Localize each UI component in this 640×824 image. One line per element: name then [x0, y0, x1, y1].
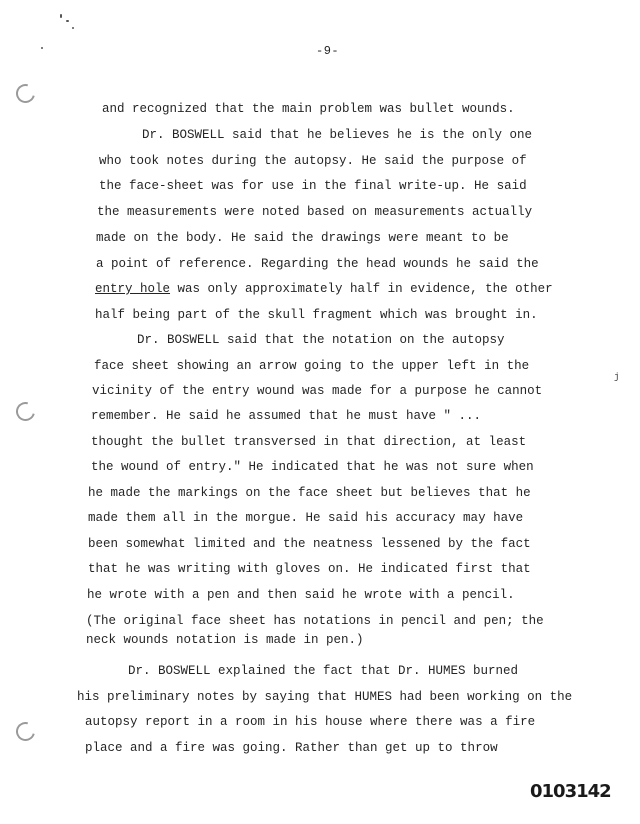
text-line: [95, 281, 553, 297]
text-line: face sheet showing an arrow going to the upper left in the: [94, 359, 530, 373]
scan-speck: [72, 27, 74, 29]
text-line: the wound of entry." He indicated that he was not sure when: [91, 460, 534, 474]
text-line: the face-sheet was for use in the final write-up. He said: [99, 179, 527, 193]
text-line: thought the bullet transversed in that direction, at least: [91, 435, 527, 449]
scan-speck: [66, 20, 69, 22]
text-line: who took notes during the autopsy. He said the purpose of: [99, 154, 527, 168]
margin-mark: j: [614, 372, 620, 382]
text-line: made on the body. He said the drawings were meant to be: [96, 231, 509, 245]
text-line: vicinity of the entry wound was made for a purpose he cannot: [92, 384, 543, 398]
text-line: autopsy report in a room in his house where there was a fire: [85, 715, 536, 729]
text-line: place and a fire was going. Rather than get up to throw: [85, 741, 498, 755]
scan-speck: [60, 14, 62, 18]
text-line: and recognized that the main problem was bullet wounds.: [102, 102, 515, 116]
text-line: remember. He said he assumed that he must have " ...: [91, 409, 482, 423]
text-line: that he was writing with gloves on. He indicated first that: [88, 562, 531, 576]
text-line: a point of reference. Regarding the head wounds he said the: [96, 257, 539, 271]
text-line: neck wounds notation is made in pen.): [86, 633, 364, 647]
text-line: the measurements were noted based on measurements actually: [97, 205, 533, 219]
scan-speck: [41, 47, 43, 49]
text-line: (The original face sheet has notations in pencil and pen; the: [86, 614, 544, 628]
text-line: Dr. BOSWELL explained the fact that Dr. HUMES burned: [128, 664, 519, 678]
page-number: -9-: [316, 44, 340, 58]
text-line: half being part of the skull fragment which was brought in.: [95, 308, 538, 322]
text-line: he made the markings on the face sheet but believes that he: [88, 486, 531, 500]
text-line: been somewhat limited and the neatness lessened by the fact: [88, 537, 531, 551]
text-line-remainder: was only approximately half in evidence, the other: [177, 282, 553, 296]
text-line: Dr. BOSWELL said that the notation on the autopsy: [137, 333, 505, 347]
text-line: Dr. BOSWELL said that he believes he is the only one: [142, 128, 533, 142]
binder-hole-middle: [13, 399, 39, 425]
underlined-phrase: entry hole: [95, 282, 171, 296]
bates-stamp: 0103142: [530, 781, 611, 802]
text-line: made them all in the morgue. He said his accuracy may have: [88, 511, 524, 525]
binder-hole-top: [13, 81, 39, 107]
text-line: his preliminary notes by saying that HUMES had been working on the: [77, 690, 573, 704]
binder-hole-bottom: [13, 719, 39, 745]
text-line: he wrote with a pen and then said he wrote with a pencil.: [87, 588, 515, 602]
